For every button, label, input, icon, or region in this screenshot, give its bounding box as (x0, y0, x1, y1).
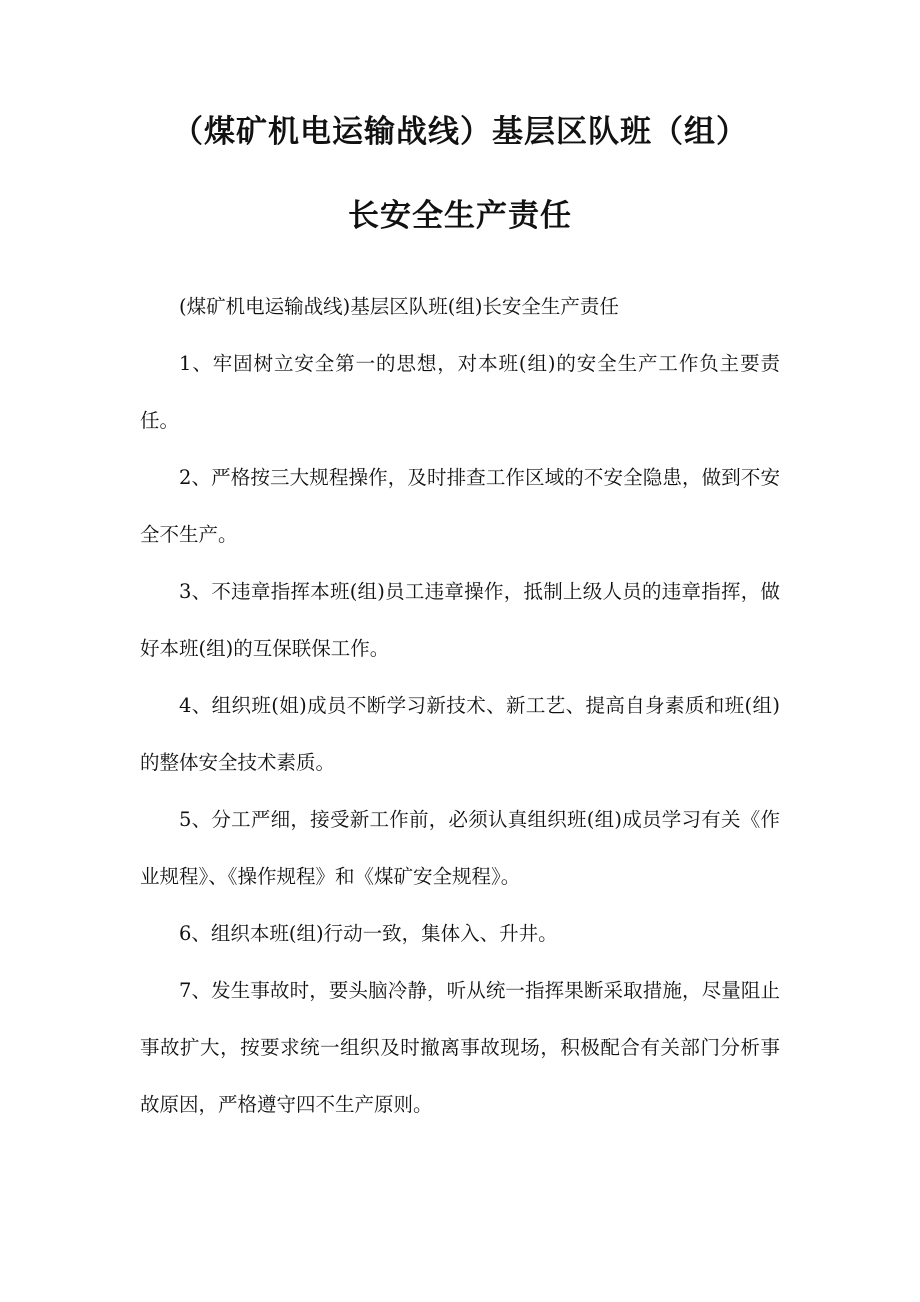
document-title-line-2: 长安全生产责任 (348, 198, 572, 234)
paragraph-item-3: 3、不违章指挥本班(组)员工违章操作，抵制上级人员的违章指挥，做好本班(组)的互保联保工作。 (140, 580, 780, 660)
paragraph-item-4: 4、组织班(姐)成员不断学习新技术、新工艺、提高自身素质和班(组)的整体安全技术素质。 (140, 694, 780, 774)
paragraph-heading: (煤矿机电运输战线)基层区队班(组)长安全生产责任 (179, 295, 619, 318)
document-body (140, 278, 780, 1133)
document-title-line-1: （煤矿机电运输战线）基层区队班（组） (172, 114, 748, 150)
paragraph-item-7: 7、发生事故时，要头脑冷静，听从统一指挥果断采取措施，尽量阻止事故扩大，按要求统一组织及时撤离事故现场，积极配合有关部门分析事故原因，严格遵守四不生产原则。 (140, 979, 780, 1116)
paragraph-item-5: 5、分工严细，接受新工作前，必须认真组织班(组)成员学习有关《作业规程》、《操作规程》和《煤矿安全规程》。 (140, 808, 780, 888)
paragraph-item-2: 2、严格按三大规程操作，及时排查工作区域的不安全隐患，做到不安全不生产。 (140, 466, 780, 546)
paragraph-item-1: 1、牢固树立安全第一的思想，对本班(组)的安全生产工作负主要责任。 (140, 352, 780, 432)
paragraph-item-6: 6、组织本班(组)行动一致，集体入、升井。 (179, 922, 558, 945)
